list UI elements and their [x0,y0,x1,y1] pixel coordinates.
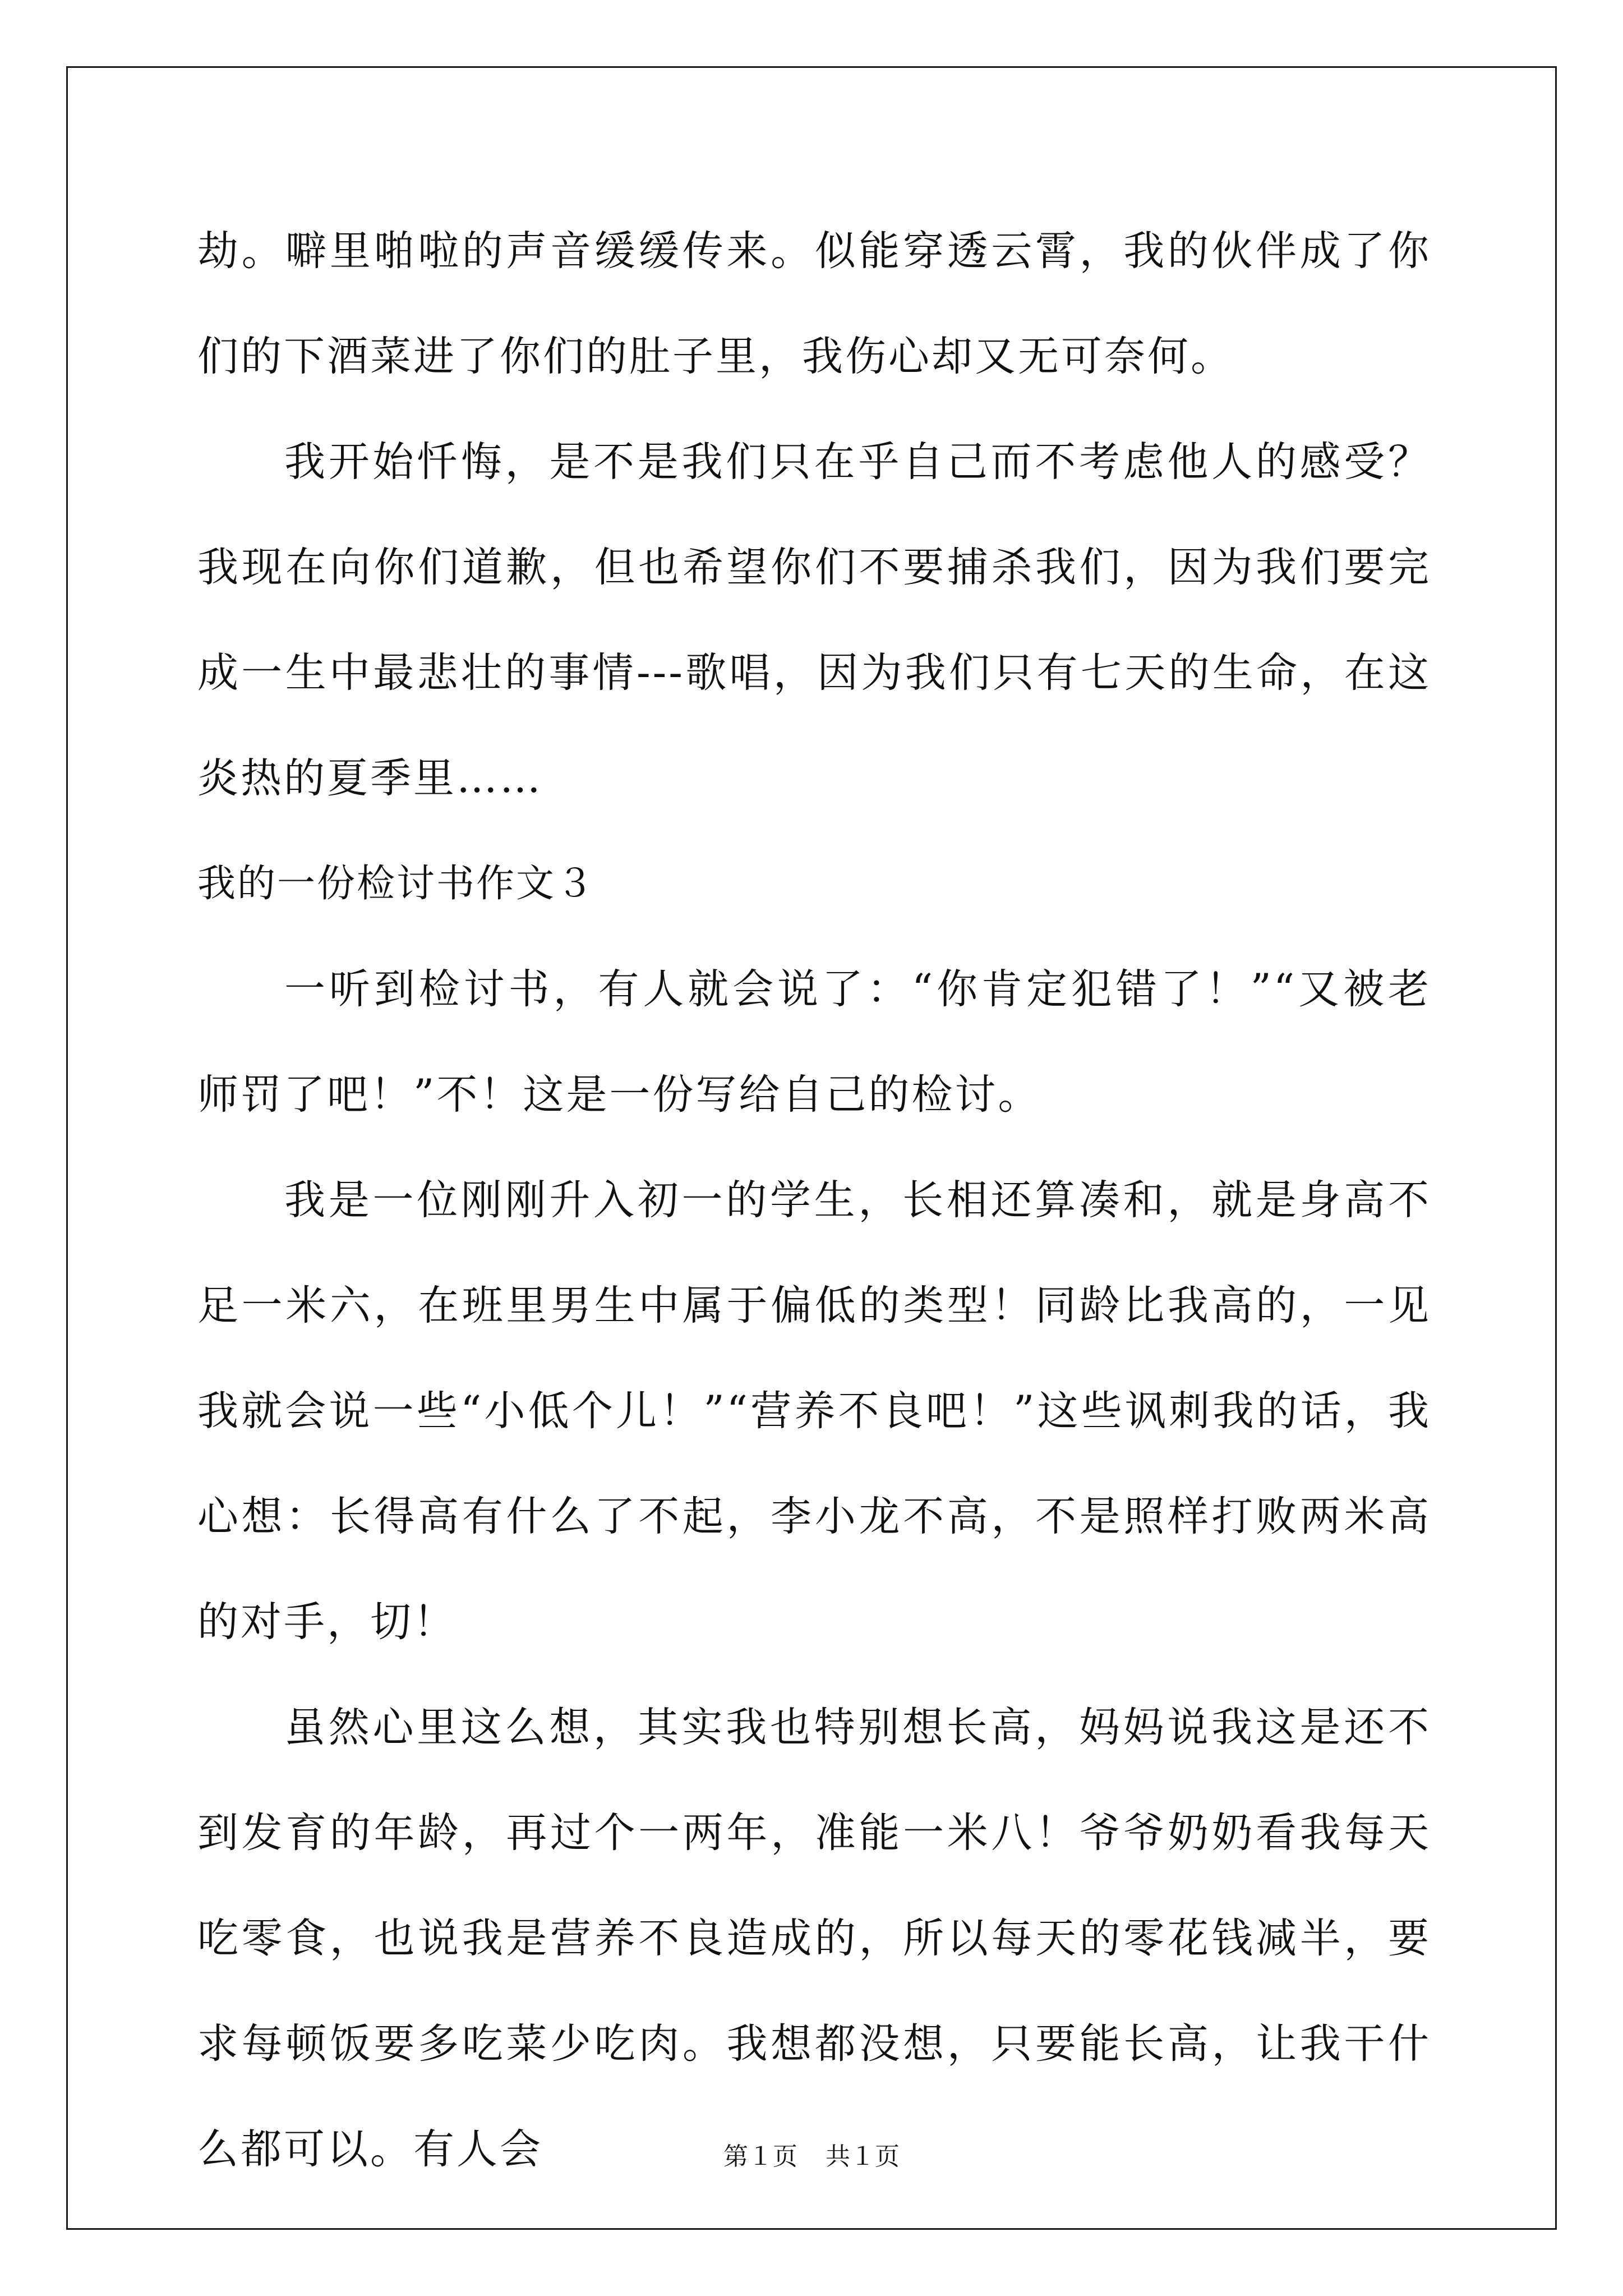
section-heading: 我的一份检讨书作文３ [197,862,596,906]
paragraph-3: 一听到检讨书，有人就会说了：“你肯定犯错了！”“又被老师罚了吧！”不！这是一份写给自己的检讨。 [197,965,1431,1119]
document-body [197,199,1431,2202]
page-footer [0,2136,1623,2172]
paragraph-4: 我是一位刚刚升入初一的学生，长相还算凑和，就是身高不足一米六，在班里男生中属于偏低的类型！同龄比我高的，一见我就会说一些“小低个儿！”“营养不良吧！”这些讽刺我的话，我心想：长得高有什么了不起，李小龙不高，不是照样打败两米高的对手，切！ [197,1176,1431,1646]
page-number-current: 第１页 [723,2142,797,2171]
paragraph-2: 我开始忏悔，是不是我们只在乎自己而不考虑他人的感受？我现在向你们道歉，但也希望你们不要捕杀我们，因为我们要完成一生中最悲壮的事情---歌唱，因为我们只有七天的生命，在这炎热的夏季里…… [197,438,1431,802]
paragraph-1: 劫。噼里啪啦的声音缓缓传来。似能穿透云霄，我的伙伴成了你们的下酒菜进了你们的肚子里，我伤心却又无可奈何。 [197,227,1431,380]
paragraph-5: 虽然心里这么想，其实我也特别想长高，妈妈说我这是还不到发育的年龄，再过个一两年，准能一米八！爷爷奶奶看我每天吃零食，也说我是营养不良造成的，所以每天的零花钱减半，要求每顿饭要多吃菜少吃肉。我想都没想，只要能长高，让我干什么都可以。有人会 [197,1704,1431,2173]
page-number-total: 共１页 [826,2142,900,2171]
